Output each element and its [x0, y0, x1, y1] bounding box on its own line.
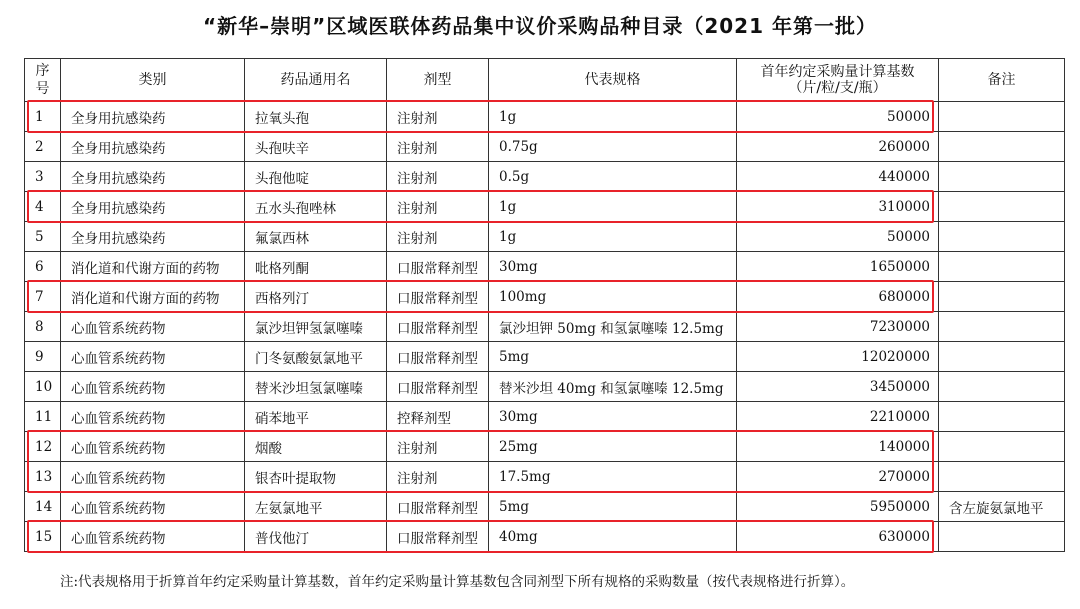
drug-name-cell: 五水头孢唑林: [245, 192, 387, 222]
category-cell: 全身用抗感染药: [61, 192, 245, 222]
header-qty-line2: （片/粒/支/瓶）: [788, 80, 887, 96]
quantity-cell: 3450000: [737, 372, 939, 402]
note-cell: [939, 162, 1065, 192]
spec-cell: 1g: [489, 192, 737, 222]
row-number: 4: [25, 192, 61, 222]
quantity-cell: 5950000: [737, 492, 939, 522]
category-cell: 消化道和代谢方面的药物: [61, 282, 245, 312]
table-row: [25, 252, 1065, 282]
note-cell: 含左旋氨氯地平: [939, 492, 1065, 522]
header-qty-line1: 首年约定采购量计算基数: [760, 64, 915, 80]
dosage-form-cell: 注射剂: [387, 162, 489, 192]
quantity-cell: 630000: [737, 522, 939, 552]
quantity-cell: 7230000: [737, 312, 939, 342]
drug-name-cell: 西格列汀: [245, 282, 387, 312]
note-cell: [939, 252, 1065, 282]
drug-name-cell: 氯沙坦钾氢氯噻嗪: [245, 312, 387, 342]
dosage-form-cell: 口服常释剂型: [387, 252, 489, 282]
row-number: 13: [25, 462, 61, 492]
spec-cell: 30mg: [489, 402, 737, 432]
dosage-form-cell: 口服常释剂型: [387, 312, 489, 342]
table-row: [25, 342, 1065, 372]
row-number: 10: [25, 372, 61, 402]
quantity-cell: 140000: [737, 432, 939, 462]
category-cell: 心血管系统药物: [61, 432, 245, 462]
note-cell: [939, 342, 1065, 372]
drug-name-cell: 左氨氯地平: [245, 492, 387, 522]
row-highlight-box: [27, 520, 934, 553]
spec-cell: 100mg: [489, 282, 737, 312]
drug-name-cell: 吡格列酮: [245, 252, 387, 282]
row-number: 2: [25, 132, 61, 162]
row-number: 12: [25, 432, 61, 462]
quantity-cell: 270000: [737, 462, 939, 492]
drug-name-cell: 拉氧头孢: [245, 102, 387, 132]
drug-name-cell: 门冬氨酸氨氯地平: [245, 342, 387, 372]
dosage-form-cell: 控释剂型: [387, 402, 489, 432]
category-cell: 心血管系统药物: [61, 402, 245, 432]
dosage-form-cell: 注射剂: [387, 102, 489, 132]
dosage-form-cell: 注射剂: [387, 462, 489, 492]
dosage-form-cell: 注射剂: [387, 132, 489, 162]
category-cell: 心血管系统药物: [61, 312, 245, 342]
table-row: [25, 372, 1065, 402]
spec-cell: 0.5g: [489, 162, 737, 192]
row-number: 9: [25, 342, 61, 372]
quantity-cell: 50000: [737, 102, 939, 132]
table-row: [25, 492, 1065, 522]
dosage-form-cell: 口服常释剂型: [387, 342, 489, 372]
note-cell: [939, 192, 1065, 222]
drug-name-cell: 烟酸: [245, 432, 387, 462]
note-cell: [939, 282, 1065, 312]
dosage-form-cell: 口服常释剂型: [387, 282, 489, 312]
category-cell: 全身用抗感染药: [61, 162, 245, 192]
header-qty: [737, 59, 939, 102]
row-number: 11: [25, 402, 61, 432]
header-form: 剂型: [387, 59, 489, 102]
spec-cell: 40mg: [489, 522, 737, 552]
dosage-form-cell: 注射剂: [387, 432, 489, 462]
quantity-cell: 310000: [737, 192, 939, 222]
category-cell: 全身用抗感染药: [61, 102, 245, 132]
header-row: [25, 59, 1065, 102]
spec-cell: 5mg: [489, 342, 737, 372]
category-cell: 消化道和代谢方面的药物: [61, 252, 245, 282]
row-highlight-box: [27, 280, 934, 313]
header-note: 备注: [939, 59, 1065, 102]
row-number: 3: [25, 162, 61, 192]
dosage-form-cell: 口服常释剂型: [387, 492, 489, 522]
spec-cell: 30mg: [489, 252, 737, 282]
row-number: 14: [25, 492, 61, 522]
category-cell: 心血管系统药物: [61, 462, 245, 492]
category-cell: 心血管系统药物: [61, 342, 245, 372]
header-drug: 药品通用名: [245, 59, 387, 102]
category-cell: 全身用抗感染药: [61, 132, 245, 162]
spec-cell: 17.5mg: [489, 462, 737, 492]
note-cell: [939, 402, 1065, 432]
note-cell: [939, 372, 1065, 402]
table-row: [25, 162, 1065, 192]
drug-name-cell: 替米沙坦氢氯噻嗪: [245, 372, 387, 402]
row-number: 5: [25, 222, 61, 252]
table-row: [25, 312, 1065, 342]
quantity-cell: 50000: [737, 222, 939, 252]
row-highlight-box: [27, 190, 934, 223]
category-cell: 心血管系统药物: [61, 372, 245, 402]
quantity-cell: 260000: [737, 132, 939, 162]
category-cell: 心血管系统药物: [61, 522, 245, 552]
drug-name-cell: 氟氯西林: [245, 222, 387, 252]
drug-name-cell: 头孢他啶: [245, 162, 387, 192]
row-highlight-box: [27, 430, 934, 493]
note-cell: [939, 132, 1065, 162]
table-row: [25, 132, 1065, 162]
note-cell: [939, 462, 1065, 492]
footnote: 注:代表规格用于折算首年约定采购量计算基数，首年约定采购量计算基数包含同剂型下所有规格的采购数量（按代表规格进行折算）。: [60, 574, 855, 590]
note-cell: [939, 432, 1065, 462]
row-highlight-box: [27, 100, 934, 133]
spec-cell: 5mg: [489, 492, 737, 522]
table-row: [25, 222, 1065, 252]
dosage-form-cell: 口服常释剂型: [387, 372, 489, 402]
spec-cell: 25mg: [489, 432, 737, 462]
quantity-cell: 2210000: [737, 402, 939, 432]
spec-cell: 1g: [489, 222, 737, 252]
spec-cell: 1g: [489, 102, 737, 132]
header-category: 类别: [61, 59, 245, 102]
row-number: 15: [25, 522, 61, 552]
row-number: 7: [25, 282, 61, 312]
note-cell: [939, 312, 1065, 342]
row-number: 6: [25, 252, 61, 282]
header-no: 序号: [25, 59, 61, 102]
row-number: 8: [25, 312, 61, 342]
note-cell: [939, 522, 1065, 552]
dosage-form-cell: 口服常释剂型: [387, 522, 489, 552]
drug-name-cell: 硝苯地平: [245, 402, 387, 432]
drug-name-cell: 银杏叶提取物: [245, 462, 387, 492]
spec-cell: 替米沙坦 40mg 和氢氯噻嗪 12.5mg: [489, 372, 737, 402]
quantity-cell: 440000: [737, 162, 939, 192]
drug-name-cell: 普伐他汀: [245, 522, 387, 552]
table-row: [25, 402, 1065, 432]
dosage-form-cell: 注射剂: [387, 192, 489, 222]
category-cell: 全身用抗感染药: [61, 222, 245, 252]
quantity-cell: 12020000: [737, 342, 939, 372]
quantity-cell: 1650000: [737, 252, 939, 282]
quantity-cell: 680000: [737, 282, 939, 312]
dosage-form-cell: 注射剂: [387, 222, 489, 252]
spec-cell: 0.75g: [489, 132, 737, 162]
row-number: 1: [25, 102, 61, 132]
note-cell: [939, 222, 1065, 252]
document-title: “新华–崇明”区域医联体药品集中议价采购品种目录（2021 年第一批）: [203, 14, 877, 38]
header-spec: 代表规格: [489, 59, 737, 102]
spec-cell: 氯沙坦钾 50mg 和氢氯噻嗪 12.5mg: [489, 312, 737, 342]
note-cell: [939, 102, 1065, 132]
drug-name-cell: 头孢呋辛: [245, 132, 387, 162]
category-cell: 心血管系统药物: [61, 492, 245, 522]
